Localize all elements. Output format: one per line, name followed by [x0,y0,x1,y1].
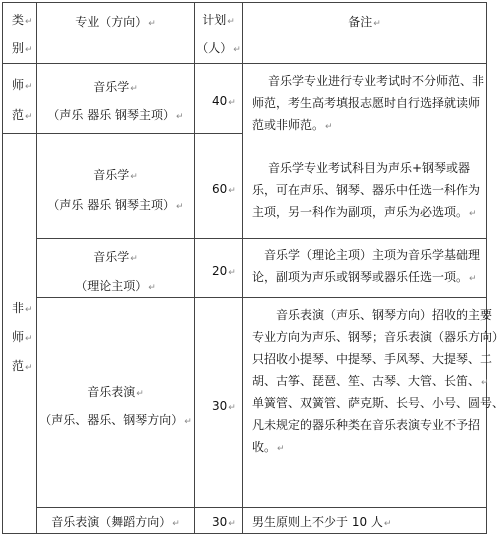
header-remarks: 备注↵ [348,15,381,29]
major-row-3-name: 音乐学↵ [93,250,138,264]
grid-line [2,63,487,64]
plan-row-2: 60↵ [212,182,236,196]
remark-normal-division: 音乐学专业进行专业考试时不分师范、非 师范，考生高考填报志愿时自行选择就读师 范或非师范。↵ [252,74,485,132]
grid-line [36,297,487,298]
header-category-char-1: 类↵ [12,13,33,27]
plan-row-3: 20↵ [212,264,236,278]
category-non-normal-char-1: 非↵ [12,301,33,315]
major-row-5-name: 音乐表演（舞蹈方向）↵ [51,515,180,529]
header-plan-line-2: （人）↵ [196,41,241,55]
grid-line [2,2,3,533]
category-normal-char-2: 范↵ [12,108,33,122]
header-plan-line-1: 计划↵ [202,13,235,27]
grid-line [194,2,195,533]
remark-theory-major: 音乐学（理论主项）主项为音乐学基础理 论，副项为声乐或钢琴或器乐任选一项。↵ [252,248,481,284]
major-row-2-name: 音乐学↵ [93,168,138,182]
category-non-normal-char-2: 师↵ [12,330,33,344]
grid-line [242,2,243,533]
major-row-3-direction: （理论主项）↵ [75,279,156,293]
header-major: 专业（方向）↵ [75,15,156,29]
category-normal-char-1: 师↵ [12,78,33,92]
grid-line [2,133,243,134]
grid-line [36,507,487,508]
major-row-4-name: 音乐表演↵ [87,385,144,399]
grid-line [36,238,487,239]
plan-row-1: 40↵ [212,94,236,108]
grid-line [2,2,487,3]
major-row-4-direction: （声乐、器乐、钢琴方向）↵ [39,413,192,427]
remark-performance: 音乐表演（声乐、钢琴方向）招收的主要 专业方向为声乐、钢琴；音乐表演（器乐方向） 只招收小提琴、中提琴、手风琴、大提琴、二 胡、古筝、琵琶、笙、古琴、大管、长笛、↵ 单簧管、双簧管、萨克斯、长号、小号、圆号、 凡未规定的器乐种类在音乐表演专业不予招 收。↵ [252,308,504,454]
header-category-char-2: 别↵ [12,41,33,55]
major-row-1-direction: （声乐 器乐 钢琴主项）↵ [47,108,184,122]
plan-row-4: 30↵ [212,399,236,413]
remark-exam-subjects: 音乐学专业考试科目为声乐+钢琴或器 乐，可在声乐、钢琴、器乐中任选一科作为 主项，另一科作为副项，声乐为必选项。↵ [252,161,481,219]
category-non-normal-char-3: 范↵ [12,359,33,373]
major-row-1-name: 音乐学↵ [93,80,138,94]
remark-dance: 男生原则上不少于 10 人↵ [252,515,392,529]
plan-row-5: 30↵ [212,515,236,529]
major-row-2-direction: （声乐 器乐 钢琴主项）↵ [47,198,184,212]
